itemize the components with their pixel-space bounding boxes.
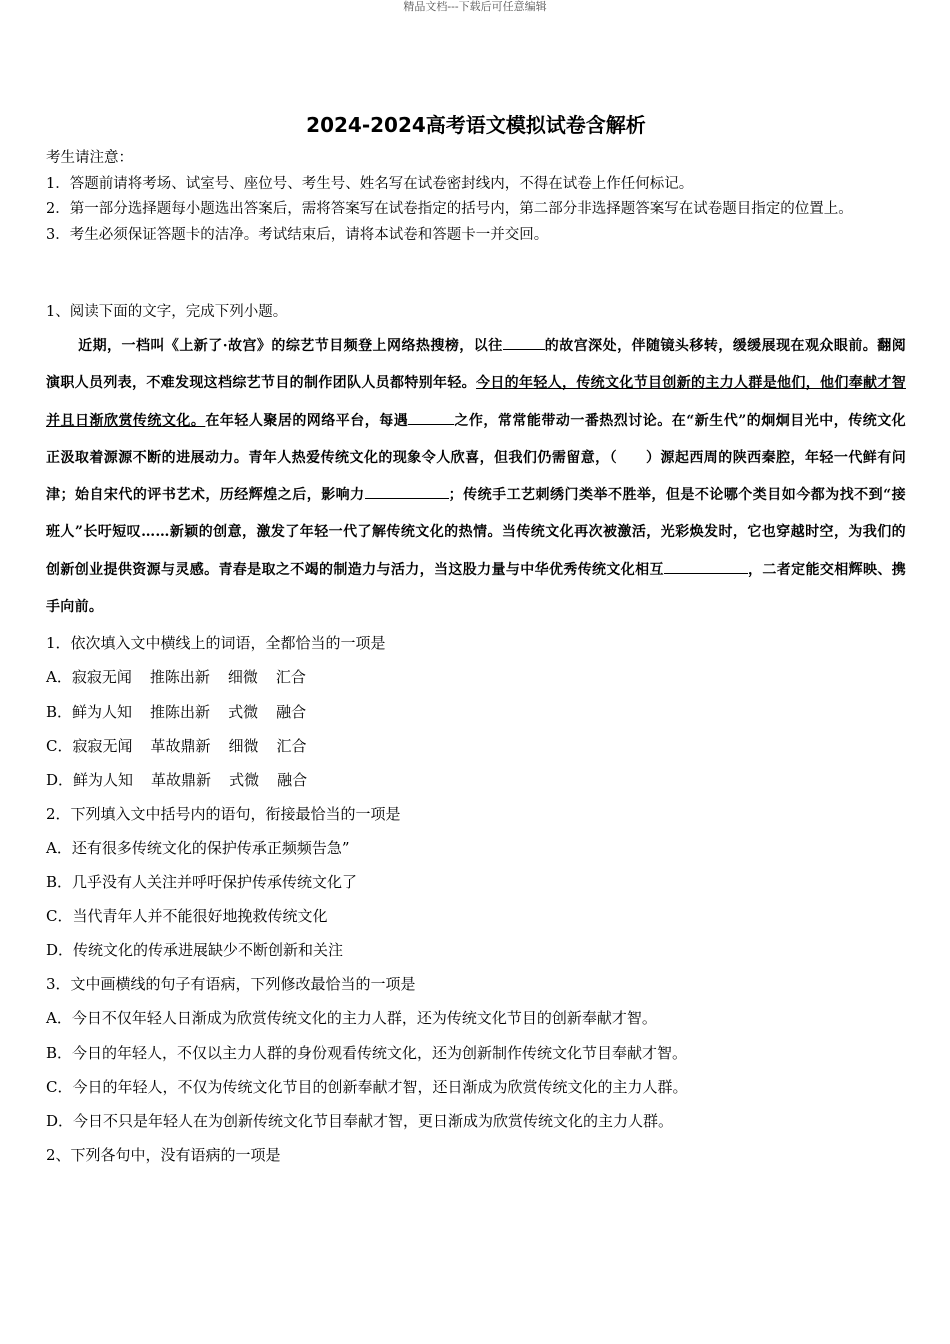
option-c xyxy=(46,1070,906,1104)
option-a xyxy=(46,831,906,865)
fill-blank-4 xyxy=(664,559,748,574)
passage-segment: ；传统手工艺刺绣门类举不胜举，但是不论哪个类目如今都为找不到“接班人”长吁短叹……新颖的创意，激发了年轻一代了解传统文化的热情。当传统文化再次被激活，光彩焕发时，它也穿越时空，为我们的创新创业提供资源与灵感。青春是取之不竭的制造力与活力，当这股力量与中华优秀传统文化相互 xyxy=(46,487,906,578)
option-word: 融合 xyxy=(277,770,308,789)
option-letter: C． xyxy=(46,736,73,755)
option-d xyxy=(46,1104,906,1138)
notice-heading: 考生请注意： xyxy=(46,150,133,166)
passage-segment: 的故宫深处，伴随镜头移转，缓缓展现在观众眼前。翻阅演职人员列表，不难发现这档综艺节目的制作团队人员都特别年轻。 xyxy=(46,338,907,392)
option-word: 推陈出新 xyxy=(150,702,211,721)
option-b xyxy=(46,695,906,729)
option-word: 革故鼎新 xyxy=(150,736,211,755)
option-word: 鲜为人知 xyxy=(73,770,134,789)
question-1-stem: 1、阅读下面的文字，完成下列小题。 xyxy=(46,304,288,320)
option-letter: A． xyxy=(46,1009,72,1028)
notice-section xyxy=(46,146,906,248)
option-text: 今日的年轻人，不仅为传统文化节目的创新奉献才智，还日渐成为欣赏传统文化的主力人群。 xyxy=(72,1077,688,1096)
option-letter: B． xyxy=(46,1043,73,1062)
option-text: 当代青年人并不能很好地挽救传统文化 xyxy=(72,907,328,926)
passage-segment: 源起西周的陕西秦腔，年轻一代鲜有问津；始自宋代的评书艺术，历经辉煌之后，影响力 xyxy=(46,449,906,504)
header-note: 精品文档---下载后可任意编辑 xyxy=(403,0,547,13)
notice-item-2: 2．第一部分选择题每小题选出答案后，需将答案写在试卷指定的括号内，第二部分非选择题答案写在试卷题目指定的位置上。 xyxy=(46,201,853,217)
option-letter: C． xyxy=(46,907,73,926)
exam-page xyxy=(46,110,906,1172)
option-word: 融合 xyxy=(276,702,307,721)
option-text: 还有很多传统文化的保护传承正频频告急” xyxy=(71,838,350,857)
passage-segment: 在年轻人聚居的网络平台，每遇 xyxy=(205,412,409,429)
option-c xyxy=(46,899,906,933)
option-letter: B． xyxy=(46,702,73,721)
reading-passage xyxy=(46,328,906,626)
option-a xyxy=(46,1001,906,1035)
option-word: 细微 xyxy=(227,668,258,687)
option-text: 今日不仅年轻人日渐成为欣赏传统文化的主力人群，还为传统文化节目的创新奉献才智。 xyxy=(71,1009,657,1028)
underlined-sentence: 今日的年轻人，传统文化节目创新的主力人群是他们，他们奉献才智并且日渐欣赏传统文化。 xyxy=(46,375,906,429)
fill-blank-2 xyxy=(408,410,454,425)
sub-question-2-stem: 2．下列填入文中括号内的语句，衔接最恰当的一项是 xyxy=(46,804,401,823)
option-a xyxy=(46,660,906,694)
option-word: 式微 xyxy=(229,770,260,789)
option-b xyxy=(46,1036,906,1070)
passage-segment: 之作，常常能带动一番热烈讨论。在“新生代”的炯炯目光中，传统文化正汲取着源源不断的进展动力。青年人热爱传统文化的现象令人欣喜，但我们仍需留意， xyxy=(46,412,906,466)
passage-segment: ，二者定能交相辉映、携手向前。 xyxy=(46,561,906,616)
option-word: 寂寂无闻 xyxy=(71,668,132,687)
option-letter: A． xyxy=(46,838,72,857)
option-d xyxy=(46,933,906,967)
option-letter: D． xyxy=(46,941,74,960)
option-text: 传统文化的传承进展缺少不断创新和关注 xyxy=(73,941,344,960)
option-word: 汇合 xyxy=(276,736,307,755)
option-text: 几乎没有人关注并呼吁保护传承传统文化了 xyxy=(72,873,358,892)
option-word: 鲜为人知 xyxy=(72,702,133,721)
fill-blank-1 xyxy=(503,335,545,350)
option-word: 式微 xyxy=(228,702,259,721)
option-word: 寂寂无闻 xyxy=(72,736,133,755)
option-letter: D． xyxy=(46,1111,74,1130)
passage-segment: 近期，一档叫《上新了·故宫》的综艺节目频登上网络热搜榜，以往 xyxy=(78,338,503,354)
option-word: 细微 xyxy=(228,736,259,755)
option-word: 汇合 xyxy=(275,668,306,687)
answer-parenthesis: （ ） xyxy=(609,449,661,466)
question-2-stem: 2、下列各句中，没有语病的一项是 xyxy=(46,1145,281,1164)
option-letter: B． xyxy=(46,873,73,892)
option-b xyxy=(46,865,906,899)
option-text: 今日不只是年轻人在为创新传统文化节目奉献才智，更日渐成为欣赏传统文化的主力人群。 xyxy=(73,1111,674,1130)
option-word: 推陈出新 xyxy=(149,668,210,687)
notice-item-3: 3．考生必须保证答题卡的洁净。考试结束后，请将本试卷和答题卡一并交回。 xyxy=(46,226,549,243)
option-d xyxy=(46,763,906,797)
option-letter: A． xyxy=(46,668,72,687)
option-letter: D． xyxy=(46,770,74,789)
option-word: 革故鼎新 xyxy=(151,770,212,789)
option-c xyxy=(46,729,906,763)
fill-blank-3 xyxy=(365,484,449,499)
document-title: 2024-2024高考语文模拟试卷含解析 xyxy=(306,113,646,137)
option-text: 今日的年轻人，不仅以主力人群的身份观看传统文化，还为创新制作传统文化节目奉献才智。 xyxy=(72,1043,688,1062)
notice-item-1: 1．答题前请将考场、试室号、座位号、考生号、姓名写在试卷密封线内，不得在试卷上作任何标记。 xyxy=(46,175,694,192)
sub-question-1-stem: 1．依次填入文中横线上的词语，全都恰当的一项是 xyxy=(46,634,386,653)
sub-question-3-stem: 3．文中画横线的句子有语病，下列修改最恰当的一项是 xyxy=(46,975,416,994)
option-letter: C． xyxy=(46,1077,73,1096)
